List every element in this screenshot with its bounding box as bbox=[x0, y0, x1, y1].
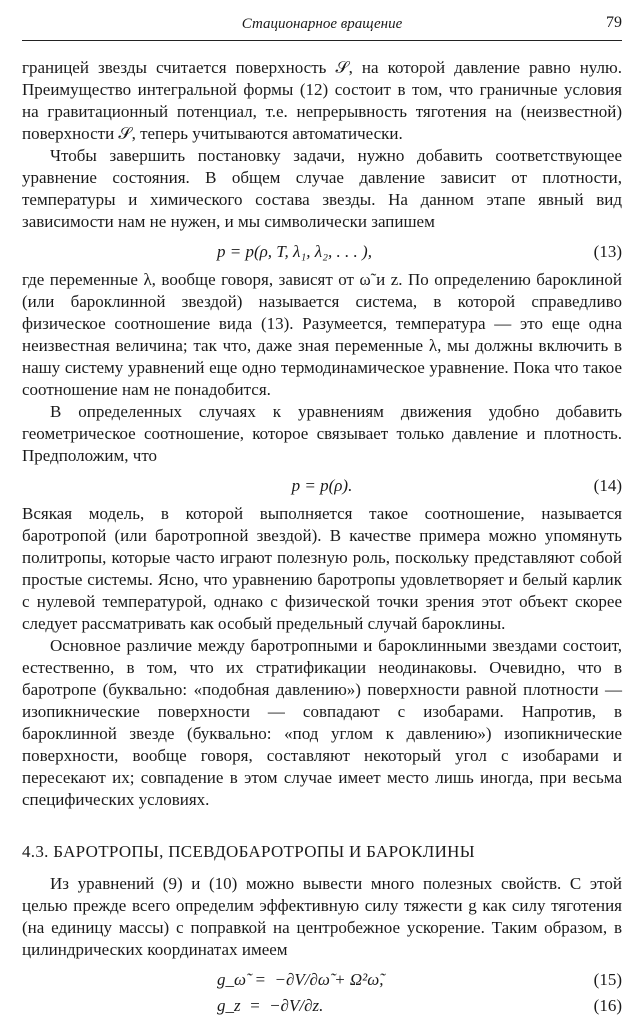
page-header bbox=[22, 12, 622, 36]
equation-16-number: (16) bbox=[593, 996, 622, 1015]
page-number: 79 bbox=[606, 14, 622, 31]
equation-group-15-16 bbox=[22, 969, 622, 1017]
equation-15-number: (15) bbox=[593, 970, 622, 989]
paragraph-2: Чтобы завершить постановку задачи, нужно добавить соответствующее уравнение состояния. В общем случае давление зависит от плотности, температуры и химического состава звезды. На данном этапе явный вид зависимости нам не нужен, и мы символически запишем bbox=[22, 146, 622, 231]
paragraph-1: границей звезды считается поверхность 𝒮, на которой давление равно нулю. Преимущество интегральной формы (12) состоит в том, что граничные условия на гравитационный потенциал, т.е. непрерывность тяготения на (неизвестной) поверхности 𝒮, теперь учитываются автоматически. bbox=[22, 58, 622, 143]
paragraph-5: Всякая модель, в которой выполняется такое соотношение, называется баротропой (или баротропной звездой). В качестве примера можно упомянуть политропы, которые часто играют полезную роль, поскольку представляют собой простые системы. Ясно, что уравнению баротропы удовлетворяет и белый карлик с нулевой температурой, однако с физической точки зрения этот объект скорее следует рассматривать как особый предельный случай бароклины. bbox=[22, 504, 622, 633]
equation-14-expr: p = p(ρ). bbox=[291, 476, 353, 495]
section-title: 4.3. БАРОТРОПЫ, ПСЕВДОБАРОТРОПЫ И БАРОКЛИНЫ bbox=[22, 842, 475, 861]
equation-16-expr: g_z = −∂V/∂z. bbox=[217, 996, 324, 1015]
equation-15-expr: g_ω̃ = −∂V/∂ω̃ + Ω²ω̃, bbox=[217, 970, 384, 989]
paragraph-4: В определенных случаях к уравнениям движения удобно добавить геометрическое соотношение, которое связывает только давление и плотность. Предположим, что bbox=[22, 402, 622, 465]
page-content bbox=[22, 57, 622, 1021]
equation-15 bbox=[22, 969, 622, 991]
equation-13-number: (13) bbox=[593, 242, 622, 261]
section-paragraph-1: Из уравнений (9) и (10) можно вывести много полезных свойств. С этой целью прежде всего определим эффективную силу тяжести g как силу тяготения (на единицу массы) с поправкой на центробежное ускорение. Таким образом, в цилиндрических координатах имеем bbox=[22, 874, 622, 959]
equation-14-number: (14) bbox=[593, 476, 622, 495]
equation-13-expr: p = p(ρ, T, λ₁, λ₂, . . . ), bbox=[217, 242, 372, 261]
equation-16 bbox=[22, 995, 622, 1017]
paragraph-3: где переменные λ, вообще говоря, зависят от ω̃ и z. По определению бароклиной (или бароклинной звездой) называется система, в которой справедливо физическое соотношение вида (13). Разумеется, температура — это еще одна неизвестная величина; так что, даже зная переменные λ, мы должны включить в нашу систему уравнений еще одно термодинамическое уравнение. Пока что такое соотношение нам не понадобится. bbox=[22, 270, 622, 399]
equation-14 bbox=[22, 475, 622, 497]
paragraph-6: Основное различие между баротропными и бароклинными звездами состоит, естественно, в том, что их стратификации неодинаковы. Очевидно, что в баротропе (буквально: «подобная давлению») поверхности равной плотности — изопикнические поверхности — совпадают с изобарами. Напротив, в бароклинной звезде (буквально: «под углом к давлению») изопикнические поверхности, вообще говоря, составляют некоторый угол с изобарами и пересекают их; совпадение в этом случае имеет место лишь иногда, при весьма специфических условиях. bbox=[22, 636, 622, 809]
running-title: Стационарное вращение bbox=[241, 16, 403, 32]
equation-13 bbox=[22, 241, 622, 263]
header-rule bbox=[22, 40, 622, 41]
